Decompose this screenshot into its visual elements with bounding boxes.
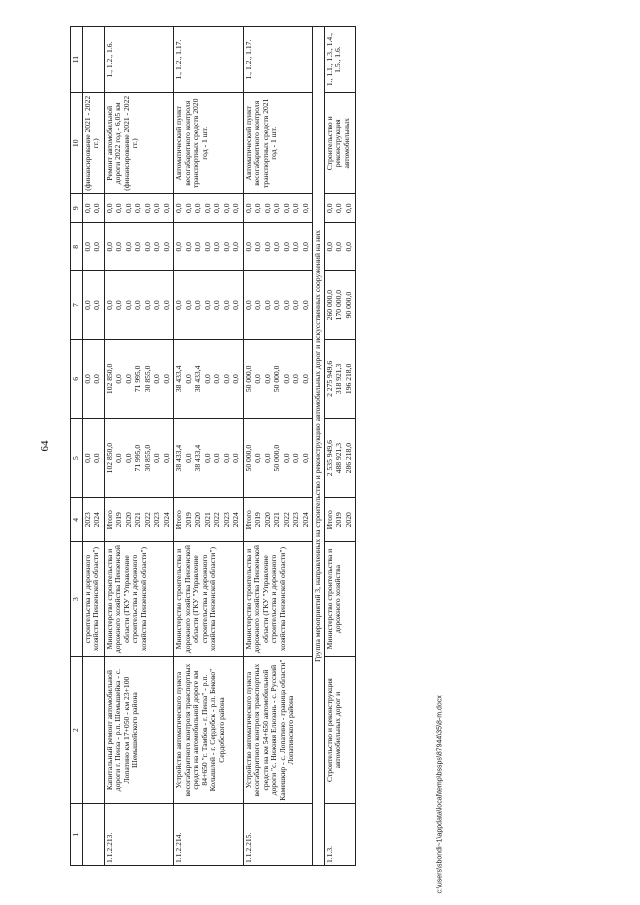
amount-c8-value: 0,0 [281,242,291,252]
amount-c7 [324,271,356,339]
amount-c6-value: 30 855,0 [142,365,152,393]
amount-c8 [104,223,174,271]
amount-c9-value: 0,0 [243,203,253,213]
amount-c8-value: 0,0 [324,242,334,252]
amount-c6-value: 0,0 [114,374,123,384]
amount-c7-value: 0,0 [291,300,300,310]
amount-c6 [324,339,356,418]
amount-c5-value: 0,0 [253,453,262,463]
amount-c7-value: 0,0 [92,300,101,310]
amount-c9-value: 0,0 [133,203,142,213]
amount-c7-value: 0,0 [123,300,133,310]
amount-c7-value: 0,0 [212,300,221,310]
amount-c7-value: 0,0 [142,300,152,310]
amount-c7-value: 0,0 [281,300,291,310]
amount-c5-value: 71 995,0 [133,444,142,472]
amount-c7 [104,271,174,339]
amount-c6-value: 0,0 [202,374,212,384]
amount-c7-value: 0,0 [161,300,171,310]
amount-c6-value: 0,0 [123,374,133,384]
header-col-2: 2 [71,656,83,804]
measure-name: Устройство автоматического пункта весогабаритного контроля транспортных средств на автомобильной дороге км 84+650 "г. Тамбов - г. Пенза" - р.п. Колышлей - г. Сердобск - р.п. Беково" Сердобского района [174,656,244,804]
amount-c6-value: 318 921,3 [334,363,343,395]
amount-c5-value: 0,0 [123,453,133,463]
year-cell-value: Итого [174,510,183,530]
amount-c8-value: 0,0 [174,242,183,252]
amount-c8-value: 0,0 [202,242,212,252]
header-number-row [71,27,83,866]
amount-c7-value: 260 000,0 [324,289,334,321]
amount-c9-value: 0,0 [152,203,161,213]
amount-c8-value: 0,0 [343,242,353,252]
amount-c5-value: 38 433,4 [193,444,202,472]
amount-c9-value: 0,0 [253,203,262,213]
row-number: 1.1.2.215. [243,804,313,866]
amount-c6-value: 0,0 [231,374,240,384]
year-cell-value: 2022 [142,512,152,528]
amount-c5-value: 0,0 [262,453,272,463]
amount-c6 [82,339,104,418]
amount-c9-value: 0,0 [324,203,334,213]
amount-c8-value: 0,0 [221,242,231,252]
year-cell-value: 2019 [334,512,343,528]
result-cell: Ремонт автомобильной дороги 2022 год - 6,05 км (финансирование 2021 - 2022 гг.) [104,93,174,194]
amount-c9 [104,194,174,223]
amount-c7-value: 0,0 [300,300,310,310]
indicator-empty [82,27,104,93]
table-row [104,27,174,866]
amount-c8-value: 0,0 [92,242,101,252]
header-col-1: 1 [71,804,83,866]
group-header-row [313,27,325,866]
amount-c9-value: 0,0 [92,203,101,213]
executor-cell: Министерство строительства и дорожного хозяйства Пензенской области (ГКУ "Управление строительства и дорожного хозяйства Пензенской области") [243,542,313,657]
year-cell [324,498,356,542]
amount-c8 [324,223,356,271]
amount-c8 [174,223,244,271]
amount-c5-value: 0,0 [92,453,101,463]
amount-c9-value: 0,0 [202,203,212,213]
amount-c7-value: 0,0 [231,300,240,310]
amount-c8 [82,223,104,271]
executor-cell: Министерство строительства и дорожного хозяйства Пензенской области (ГКУ "Управление строительства и дорожного хозяйства Пензенской области") [174,542,244,657]
header-col-5: 5 [71,419,83,498]
amount-c7-value: 0,0 [133,300,142,310]
amount-c9 [243,194,313,223]
amount-c8-value: 0,0 [183,242,193,252]
amount-c9-value: 0,0 [291,203,300,213]
amount-c8-value: 0,0 [243,242,253,252]
amount-c6-value: 0,0 [161,374,171,384]
amount-c9-value: 0,0 [281,203,291,213]
amount-c7-value: 0,0 [262,300,272,310]
indicators-cell: 1., 1.2., 1.17. [174,27,244,93]
amount-c9 [174,194,244,223]
amount-c7-value: 0,0 [174,300,183,310]
amount-c5-value: 0,0 [300,453,310,463]
year-cell-value: 2019 [253,512,262,528]
amount-c5-value: 488 921,3 [334,442,343,474]
indicators-cell: 1., 1.2., 1.6. [104,27,174,93]
header-col-10: 10 [71,93,83,194]
amount-c9-value: 0,0 [161,203,171,213]
amount-c8-value: 0,0 [272,242,281,252]
year-cell-value: 2022 [281,512,291,528]
row-name-empty [82,656,104,804]
year-cell-value: 2020 [262,512,272,528]
amount-c8-value: 0,0 [104,242,114,252]
amount-c6-value: 0,0 [212,374,221,384]
page-number: 64 [39,440,51,452]
amount-c8-value: 0,0 [133,242,142,252]
year-cell-value: 2023 [291,512,300,528]
year-cell-value: 2020 [193,512,202,528]
year-cell-value: 2021 [202,512,212,528]
header-col-11: 11 [71,27,83,93]
amount-c5-value: 0,0 [152,453,161,463]
year-cell-value: 2021 [133,512,142,528]
amount-c7-value: 0,0 [104,300,114,310]
amount-c5-value: 0,0 [281,453,291,463]
year-cell-value: 2020 [343,512,353,528]
amount-c8-value: 0,0 [212,242,221,252]
amount-c9-value: 0,0 [183,203,193,213]
amount-c7-value: 0,0 [183,300,193,310]
indicators-cell: 1., 1.2., 1.17. [243,27,313,93]
amount-c6-value: 102 850,0 [104,363,114,395]
result-cell: (финансирование 2021 - 2022 гг.) [82,93,104,194]
year-cell-value: Итого [243,510,253,530]
amount-c9-value: 0,0 [82,203,92,213]
result-cell: Автоматический пункт весогабаритного контроля транспортных средств 2020 год - 1 шт. [174,93,244,194]
amount-c5-value: 0,0 [114,453,123,463]
amount-c7-value: 0,0 [253,300,262,310]
amount-c9 [324,194,356,223]
year-cell-value: 2021 [272,512,281,528]
amount-c5-value: 102 850,0 [104,442,114,474]
year-cell [104,498,174,542]
rotated-table-container [70,26,590,866]
amount-c6-value: 0,0 [262,374,272,384]
amount-c9-value: 0,0 [272,203,281,213]
amount-c9-value: 0,0 [334,203,343,213]
year-cell-value: 2019 [114,512,123,528]
amount-c6-value: 0,0 [253,374,262,384]
amount-c6-value: 38 433,4 [193,365,202,393]
header-col-9: 9 [71,194,83,223]
amount-c8-value: 0,0 [142,242,152,252]
executor-cell: Министерство строительства и дорожного хозяйства Пензенской области (ГКУ "Управление строительства и дорожного хозяйства Пензенской области") [104,542,174,657]
result-cell: Автоматический пункт весогабаритного контроля транспортных средств 2021 год - 1 шт. [243,93,313,194]
amount-c6-value: 0,0 [152,374,161,384]
amount-c5-value: 286 218,0 [343,442,353,474]
year-cell-value: 2024 [92,512,101,528]
amount-c9-value: 0,0 [114,203,123,213]
amount-c9-value: 0,0 [174,203,183,213]
amount-c8-value: 0,0 [291,242,300,252]
measure-name: Капитальный ремонт автомобильной дороги г. Пенза - р.п. Шемышейка - с. Лопатино км 17+050 - км 23+100 Шемышейского района [104,656,174,804]
amount-c9-value: 0,0 [142,203,152,213]
amount-c6-value: 38 433,4 [174,365,183,393]
amount-c5-value: 0,0 [82,453,92,463]
year-cell [243,498,313,542]
amount-c8 [243,223,313,271]
amount-c9-value: 0,0 [343,203,353,213]
amount-c7-value: 0,0 [272,300,281,310]
table-row [243,27,313,866]
program-table [70,26,356,866]
amount-c5 [82,419,104,498]
row-number: 1.1.2.213. [104,804,174,866]
year-cell-value: 2024 [161,512,171,528]
amount-c7-value: 0,0 [202,300,212,310]
amount-c8-value: 0,0 [193,242,202,252]
amount-c7-value: 90 000,0 [343,291,353,319]
amount-c8-value: 0,0 [231,242,240,252]
amount-c7-value: 0,0 [82,300,92,310]
year-cell-value: 2024 [231,512,240,528]
year-cell-value: Итого [104,510,114,530]
amount-c5-value: 50 000,0 [243,444,253,472]
amount-c5-value: 0,0 [202,453,212,463]
year-cell-value: 2019 [183,512,193,528]
amount-c5-value: 0,0 [221,453,231,463]
amount-c9-value: 0,0 [231,203,240,213]
year-cell-value: Итого [324,510,334,530]
group-header: Группа мероприятий 3, направленных на строительство и реконструкцию автомобильных дорог и искусственных сооружений на них [313,27,325,866]
continuation-row [82,27,104,866]
amount-c5-value: 50 000,0 [272,444,281,472]
year-cell-value: 2023 [221,512,231,528]
header-col-7: 7 [71,271,83,339]
amount-c6-value: 71 995,0 [133,365,142,393]
amount-c8-value: 0,0 [152,242,161,252]
file-path-footer: c:\users\sbondi~1\appdata\local\temp\bssps\87944\35\8-m.docx [436,695,444,894]
header-col-3: 3 [71,542,83,657]
amount-c5-value: 2 535 949,6 [324,440,334,477]
amount-c7-value: 0,0 [152,300,161,310]
amount-c5 [174,419,244,498]
amount-c7-value: 170 000,0 [334,289,343,321]
amount-c5-value: 30 855,0 [142,444,152,472]
amount-c5-value: 0,0 [231,453,240,463]
amount-c9-value: 0,0 [262,203,272,213]
amount-c6-value: 0,0 [291,374,300,384]
amount-c7 [243,271,313,339]
amount-c6-value: 196 218,0 [343,363,353,395]
amount-c6-value: 0,0 [92,374,101,384]
amount-c5 [243,419,313,498]
amount-c9-value: 0,0 [104,203,114,213]
measure-name: Строительство и реконструкция автомобильных дорог и [324,656,356,804]
amount-c6-value: 0,0 [281,374,291,384]
amount-c5-value: 0,0 [212,453,221,463]
amount-c7 [174,271,244,339]
year-cell-value: 2020 [123,512,133,528]
amount-c7-value: 0,0 [114,300,123,310]
amount-c8-value: 0,0 [334,242,343,252]
year-cell-value: 2024 [300,512,310,528]
indicators-cell: 1., 1.1., 1.3., 1.4., 1.5., 1.6. [324,27,356,93]
amount-c5-value: 38 433,4 [174,444,183,472]
year-cell-value: 2023 [152,512,161,528]
amount-c5 [324,419,356,498]
row-number: 1.1.2.214. [174,804,244,866]
amount-c6 [174,339,244,418]
amount-c6-value: 0,0 [82,374,92,384]
amount-c7 [82,271,104,339]
amount-c6-value: 50 000,0 [243,365,253,393]
amount-c8-value: 0,0 [300,242,310,252]
row-number-empty [82,804,104,866]
amount-c6-value: 0,0 [300,374,310,384]
year-cell [82,498,104,542]
amount-c9-value: 0,0 [221,203,231,213]
amount-c7-value: 0,0 [193,300,202,310]
table-row [174,27,244,866]
amount-c9-value: 0,0 [212,203,221,213]
measure-name: Устройство автоматического пункта весогабаритного контроля транспортных средств на км 54+650 автомобильной дороги "с. Нижняя Елюзань - с. Русский Камешкир - с. Лопатино - граница области" Лопатинского района [243,656,313,804]
executor-cell: строительства и дорожного хозяйства Пензенской области") [82,542,104,657]
amount-c6 [243,339,313,418]
header-col-4: 4 [71,498,83,542]
amount-c6-value: 0,0 [221,374,231,384]
amount-c9-value: 0,0 [300,203,310,213]
amount-c8-value: 0,0 [161,242,171,252]
executor-cell: Министерство строительства и дорожного хозяйства [324,542,356,657]
amount-c8-value: 0,0 [253,242,262,252]
amount-c8-value: 0,0 [262,242,272,252]
amount-c8-value: 0,0 [82,242,92,252]
amount-c6-value: 2 275 949,6 [324,360,334,397]
year-cell-value: 2023 [82,512,92,528]
header-col-8: 8 [71,223,83,271]
amount-c5-value: 0,0 [161,453,171,463]
amount-c9-value: 0,0 [193,203,202,213]
amount-c5-value: 0,0 [291,453,300,463]
amount-c5-value: 0,0 [183,453,193,463]
year-cell [174,498,244,542]
row-number: 1.1.3. [324,804,356,866]
amount-c7-value: 0,0 [221,300,231,310]
amount-c9 [82,194,104,223]
header-col-6: 6 [71,339,83,418]
amount-c8-value: 0,0 [123,242,133,252]
amount-c6-value: 0,0 [183,374,193,384]
amount-c7-value: 0,0 [243,300,253,310]
amount-c9-value: 0,0 [123,203,133,213]
amount-c5 [104,419,174,498]
amount-c6 [104,339,174,418]
result-cell: Строительство и реконструкция автомобильных [324,93,356,194]
amount-c6-value: 50 000,0 [272,365,281,393]
table-row [324,27,356,866]
amount-c8-value: 0,0 [114,242,123,252]
year-cell-value: 2022 [212,512,221,528]
